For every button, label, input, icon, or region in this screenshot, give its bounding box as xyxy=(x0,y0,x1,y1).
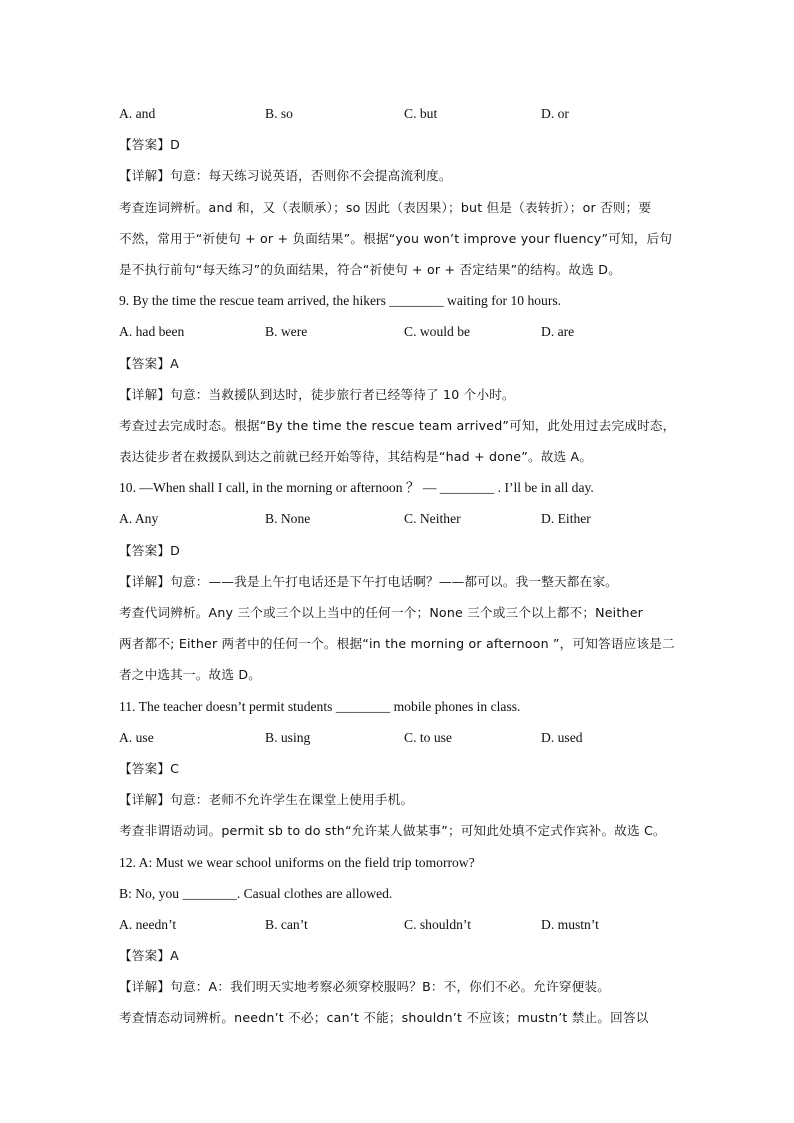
q10-option-c: C. Neither xyxy=(404,511,461,527)
page-content xyxy=(119,98,679,1034)
q10-detail-line: 者之中选其一。故选 D。 xyxy=(119,667,262,683)
q11-stem: 11. The teacher doesn’t permit students ________ mobile phones in class. xyxy=(119,698,521,714)
q11-detail-line: 考查非谓语动词。permit sb to do sth“允许某人做某事”；可知此处填不定式作宾补。故选 C。 xyxy=(119,823,666,839)
q12-stem: 12. A: Must we wear school uniforms on the field trip tomorrow? xyxy=(119,854,475,870)
q9-option-b: B. were xyxy=(265,324,308,340)
q8-option-d: D. or xyxy=(541,106,569,121)
q11-answer: 【答案】C xyxy=(119,760,180,776)
q12-stem-response: B: No, you ________. Casual clothes are allowed. xyxy=(119,885,393,901)
q12-detail-line: 【详解】句意：A：我们明天实地考察必须穿校服吗？B：不，你们不必。允许穿便装。 xyxy=(119,979,611,995)
q9-option-c: C. would be xyxy=(404,324,471,340)
q8-answer: 【答案】D xyxy=(119,137,181,153)
q11-detail-line: 【详解】句意：老师不允许学生在课堂上使用手机。 xyxy=(119,792,414,808)
q11-options xyxy=(119,722,679,753)
q8-option-a: A. and xyxy=(119,106,156,121)
q9-stem: 9. By the time the rescue team arrived, the hikers ________ waiting for 10 hours. xyxy=(119,293,562,309)
q12-options xyxy=(119,909,679,940)
q9-option-d: D. are xyxy=(541,324,575,340)
q9-option-a: A. had been xyxy=(119,324,185,340)
q11-option-c: C. to use xyxy=(404,729,452,745)
q10-options xyxy=(119,503,679,534)
q8-detail-line: 不然，常用于“祈使句 + or + 负面结果”。根据“you won’t improve your fluency”可知，后句 xyxy=(119,230,673,246)
q10-detail-line: 两者都不; Either 两者中的任何一个。根据“in the morning or afternoon ”，可知答语应该是二 xyxy=(119,636,675,652)
q8-detail-line: 考查连词辨析。and 和，又（表顺承）；so 因此（表因果）；but 但是（表转折）；or 否则；要 xyxy=(119,199,652,215)
q9-detail-line: 表达徒步者在救援队到达之前就已经开始等待，其结构是“had + done”。故选 A。 xyxy=(119,449,593,465)
q10-option-a: A. Any xyxy=(119,511,159,527)
q10-detail-line: 考查代词辨析。Any 三个或三个以上当中的任何一个；None 三个或三个以上都不；Neither xyxy=(119,605,644,620)
q8-option-c: C. but xyxy=(404,106,438,121)
q8-option-b: B. so xyxy=(265,106,293,121)
q9-options xyxy=(119,316,679,347)
q9-detail-line: 【详解】句意：当救援队到达时，徒步旅行者已经等待了 10 个小时。 xyxy=(119,386,515,402)
q9-answer: 【答案】A xyxy=(119,355,179,371)
q11-option-d: D. used xyxy=(541,729,583,745)
q12-answer: 【答案】A xyxy=(119,948,179,964)
q8-options xyxy=(119,98,679,129)
q9-detail-line: 考查过去完成时态。根据“By the time the rescue team arrived”可知，此处用过去完成时态， xyxy=(119,417,676,433)
q11-option-a: A. use xyxy=(119,729,154,745)
q12-detail-line: 考查情态动词辨析。needn’t 不必；can’t 不能；shouldn’t 不应该；mustn’t 禁止。回答以 xyxy=(119,1010,649,1026)
q8-detail-line: 是不执行前句“每天练习”的负面结果，符合“祈使句 + or + 否定结果”的结构。故选 D。 xyxy=(119,261,621,277)
q12-option-d: D. mustn’t xyxy=(541,916,599,932)
q8-detail-line: 【详解】句意：每天练习说英语，否则你不会提高流利度。 xyxy=(119,168,452,184)
q12-option-b: B. can’t xyxy=(265,916,308,932)
q10-answer: 【答案】D xyxy=(119,542,181,558)
q10-option-b: B. None xyxy=(265,511,311,527)
q10-option-d: D. Either xyxy=(541,511,591,527)
q10-stem: 10. —When shall I call, in the morning or afternoon ？ — ________ . I’ll be in all day. xyxy=(119,480,594,496)
q12-option-a: A. needn’t xyxy=(119,916,177,932)
q11-option-b: B. using xyxy=(265,729,311,745)
q10-detail-line: 【详解】句意：——我是上午打电话还是下午打电话啊？——都可以。我一整天都在家。 xyxy=(119,573,618,589)
q12-option-c: C. shouldn’t xyxy=(404,916,471,932)
